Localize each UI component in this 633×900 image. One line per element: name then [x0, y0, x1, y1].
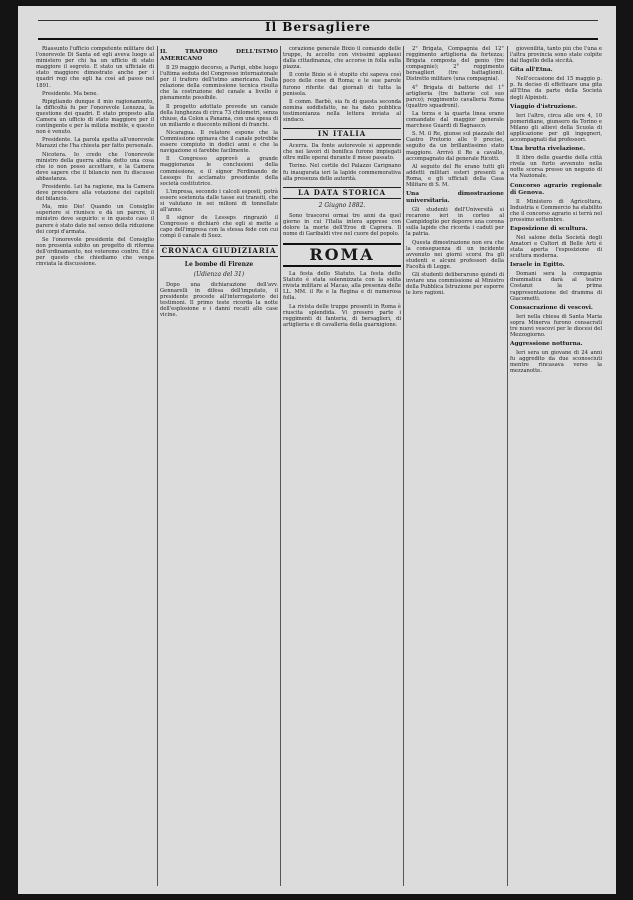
- paragraph: Il Ministero di Agricoltura, Industria e Commercio ha stabilito che il concorso agrario si terrà nel prossimo settembre.: [510, 198, 602, 223]
- paragraph: Dopo una dichiarazione dell'avv. Gennarelli in difesa dell'imputato, il presidente procede all'interrogatorio dei testimoni. Il primo teste ricorda la notte dell'esplosione e i danni recati alle case vicine.: [160, 281, 278, 318]
- column-divider: [280, 46, 281, 886]
- column-divider: [507, 46, 508, 886]
- paragraph: Presidente. La parola spetta all'onorevole Marazzi che l'ha chiesta per fatto personale.: [36, 137, 154, 150]
- paragraph: Nel salone della Società degli Amatori e Cultori di Belle Arti è stata aperta l'esposizione di scultura moderna.: [510, 234, 602, 260]
- paragraph: Il libro delle guardie della città rivela un furto avvenuto nella notte scorsa presso un negozio di via Nazionale.: [510, 155, 602, 180]
- article-heading: Aggressione notturna.: [510, 341, 583, 348]
- masthead-rule-bottom: [38, 38, 598, 40]
- paragraph: Nicotera. Io credo che l'onorevole ministro della guerra abbia detto una cosa che io non posso accettare, e la Camera deve sapere che il bilancio non fu discusso abbastanza.: [36, 151, 154, 182]
- section-heading: IN ITALIA: [283, 128, 401, 140]
- paragraph: Gli studenti deliberarono quindi di inviare una commissione al Ministro della Pubblica Istruzione per esporre le loro ragioni.: [406, 272, 504, 297]
- paragraph: La terza e la quarta linea erano comandate dal maggior generale marchese Guardi di Bagnasco.: [406, 110, 504, 130]
- masthead: [38, 16, 598, 42]
- paragraph: Sono trascorsi ormai tre anni da quel giorno in cui l'Italia intera apprese con dolore la morte dell'Eroe di Caprera. Il nome di Garibaldi vive nel cuore del popolo.: [283, 212, 401, 237]
- section-heading: LA DATA STORICA: [283, 187, 401, 199]
- paragraph: 2° Brigata, Compagnia del 12° reggimento artiglieria da fortezza; Brigata composta del genio (tre compagnie); 2° reggimento bersaglieri (tre battaglioni). Distretto militare (una compagnia).: [406, 46, 504, 83]
- paragraph: Acerra. Da fonte autorevole si apprende che nei lavori di bonifica furono impiegati oltre mille operai durante il mese passato.: [283, 143, 401, 162]
- paragraph: L'impresa, secondo i calcoli esposti, potrà essere sostenuta dalle tasse sui transiti, che si valutano in sei milioni di tonnellate all'anno.: [160, 188, 278, 214]
- paragraph: Ieri l'altro, circa alle ore 4, 10 pomeridiane, giunsero da Torino e Milano gli allievi della Scuola di applicazione per gli ingegneri, accompagnati dai professori.: [510, 112, 602, 144]
- paragraph: Nicaragua. Il relatore espone che la Commissione opinava che il canale potrebbe essere compiuto in dodici anni e che la navigazione si farebbe facilmente.: [160, 129, 278, 155]
- column-4: [406, 46, 504, 888]
- paragraph: Il Congresso approvò a grande maggioranza le conclusioni della commissione, e il signor Ferdinando de Lesseps fu acclamato presidente della società costitutrice.: [160, 156, 278, 187]
- article-subheading: Le bombe di Firenze: [184, 260, 254, 268]
- article-heading: Una dimostrazione universitaria.: [406, 191, 504, 205]
- article-heading: Gita all'Etna.: [510, 67, 553, 74]
- article-date: 2 Giugno 1882.: [318, 201, 366, 209]
- column-5: [510, 46, 602, 888]
- column-divider: [157, 46, 158, 886]
- paragraph: Torino. Nel cortile del Palazzo Carignano fu inaugurata ieri la lapide commemorativa alla presenza delle autorità.: [283, 163, 401, 182]
- masthead-title: Il Bersagliere: [264, 20, 372, 34]
- paragraph: Il conte Bixio si è stupito chi sapeva così poco delle cose di Roma; e le sue parole furono riferite dai giornali di tutta la penisola.: [283, 72, 401, 97]
- paragraph: S. M. il Re, giunse sul piazzale del Castro Pretorio alle 9 precise, seguito da un brillantissimo stato maggiore. Arrivò il Re a cavallo, accompagnato dal generale Ricotti.: [406, 131, 504, 162]
- paragraph: Gli studenti dell'Università si recarono ieri in corteo al Campidoglio per deporre una corona sulla lapide che ricorda i caduti per la patria.: [406, 207, 504, 238]
- paragraph: Presidente. Lei ha ragione, ma la Camera deve procedere alla votazione dei capitoli del bilancio.: [36, 183, 154, 203]
- paragraph: Presidente. Ma bene.: [42, 90, 99, 97]
- paragraph: Il 29 maggio decorso, a Parigi, ebbe luogo l'ultima seduta del Congresso internazionale per il traforo dell'istmo americano. Dalla relazione della commissione tecnica risulta che la costruzione del canale a livello è pienamente possibile.: [160, 65, 278, 102]
- article-heading: Israele in Egitto.: [510, 262, 565, 269]
- paragraph: Il progetto adottato prevede un canale della lunghezza di circa 73 chilometri, senza chiuse, da Colon a Panama, con una spesa di un miliardo e duecento milioni di franchi.: [160, 103, 278, 128]
- section-heading: CRONACA GIUDIZIARIA: [161, 245, 277, 255]
- newspaper-page: [18, 6, 616, 894]
- article-date: (Udienza del 31): [193, 270, 245, 278]
- paragraph: Domani sera la compagnia drammatica darà al teatro Costanzi la prima rappresentazione del dramma di Giacometti.: [510, 271, 602, 302]
- article-heading: Esposizione di scultura.: [510, 225, 588, 232]
- paragraph: corazione generale Bixio il comando delle truppe, fu accolto con vivissimi applausi dalla cittadinanza, che accorse in folla sulla piazza.: [283, 46, 401, 71]
- paragraph: Nell'occasione del 15 maggio p. p. fu deciso di effettuare una gita all'Etna da parte della Società degli Alpinisti.: [510, 76, 602, 101]
- paragraph: Ma, mio Dio! Quando un Consiglio superiore si riunisce e dà un parere, il ministro deve seguirlo: e in questo caso il parere è stato dato nel senso della riduzione dei corpi d'armata.: [36, 204, 154, 235]
- article-heading: Viaggio d'istruzione.: [510, 103, 578, 110]
- paragraph: Ieri nella chiesa di Santa Maria sopra Minerva furono consacrati tre nuovi vescovi per le diocesi del Mezzogiorno.: [510, 313, 602, 338]
- paragraph: Se l'onorevole presidente del Consiglio non presenta subito un progetto di riforma dell'ordinamento, noi voteremo contro. Ed è per questo che chiediamo che venga rinviata la discussione.: [36, 236, 154, 268]
- paragraph: 4° Brigata di batterie del 1° artiglieria (tre batterie col suo parco); reggimento cavalleria Roma (quattro squadroni).: [406, 84, 504, 109]
- paragraph: La festa dello Statuto. La festa dello Statuto è stata solennizzata con la solita rivista militare al Macao, alla presenza delle LL. MM. il Re e la Regina e di numerosa folla.: [283, 271, 401, 302]
- section-heading-large: ROMA: [283, 243, 401, 267]
- paragraph: Ripigliando dunque il mio ragionamento, la difficoltà fu per l'onorevole Lenuzza, la questione dei quadri. È stato proposto alla Camera un ufficio di stato maggiore per il contingente e per la milizia mobile, e questo non è venuto.: [36, 98, 154, 136]
- column-divider: [403, 46, 404, 886]
- paragraph: Il comm. Barbò, sia fu di questa seconda nomina soddisfatto, ne ha dato pubblica testimonianza nella lettera inviata al sindaco.: [283, 98, 401, 124]
- paragraph: Ieri sera un giovane di 24 anni fu aggredito da due sconosciuti mentre rincasava verso la mezzanotte.: [510, 350, 602, 375]
- paragraph: Questa dimostrazione non era che la conseguenza di un incidente avvenuto nei giorni scorsi fra gli studenti e alcuni professori della Facoltà di Legge.: [406, 239, 504, 270]
- paragraph: giovenilità, tanto più che l'una e l'altra provincia sono state colpite dal flagello della siccità.: [510, 46, 602, 65]
- column-2: [160, 46, 278, 888]
- paragraph: Riassunto l'ufficio competente militare del l'onorevole Di Santa ed egli aveva luogo al ministero per chi ha un ufficio di stato maggiore il segreto. E stato un ufficiale di stato maggiore dimostrato anche per i quadri regi che egli ha così ad passo nel 1891.: [36, 46, 154, 89]
- column-1: [36, 46, 154, 888]
- column-3: [283, 46, 401, 888]
- article-heading: Concorso agrario regionale di Genova.: [510, 182, 602, 196]
- article-heading: Consacrazione di vescovi.: [510, 304, 593, 311]
- paragraph: La rivista delle truppe presenti in Roma è riuscita splendida. Vi presero parte i reggimenti di fanteria, di bersaglieri, di artiglieria e di cavalleria della guarnigione.: [283, 303, 401, 328]
- article-heading: IL TRAFORO DELL'ISTMO AMERICANO: [160, 49, 278, 62]
- article-heading: Una brutta rivelazione.: [510, 146, 586, 153]
- paragraph: Al seguito del Re erano tutti gli addetti militari esteri presenti a Roma, e gli ufficiali della Casa Militare di S. M.: [406, 163, 504, 188]
- paragraph: Il signor de Lesseps ringraziò il Congresso e dichiarò che egli si mette a capo dell'impresa con la stessa fede con cui compì il canale di Suez.: [160, 215, 278, 240]
